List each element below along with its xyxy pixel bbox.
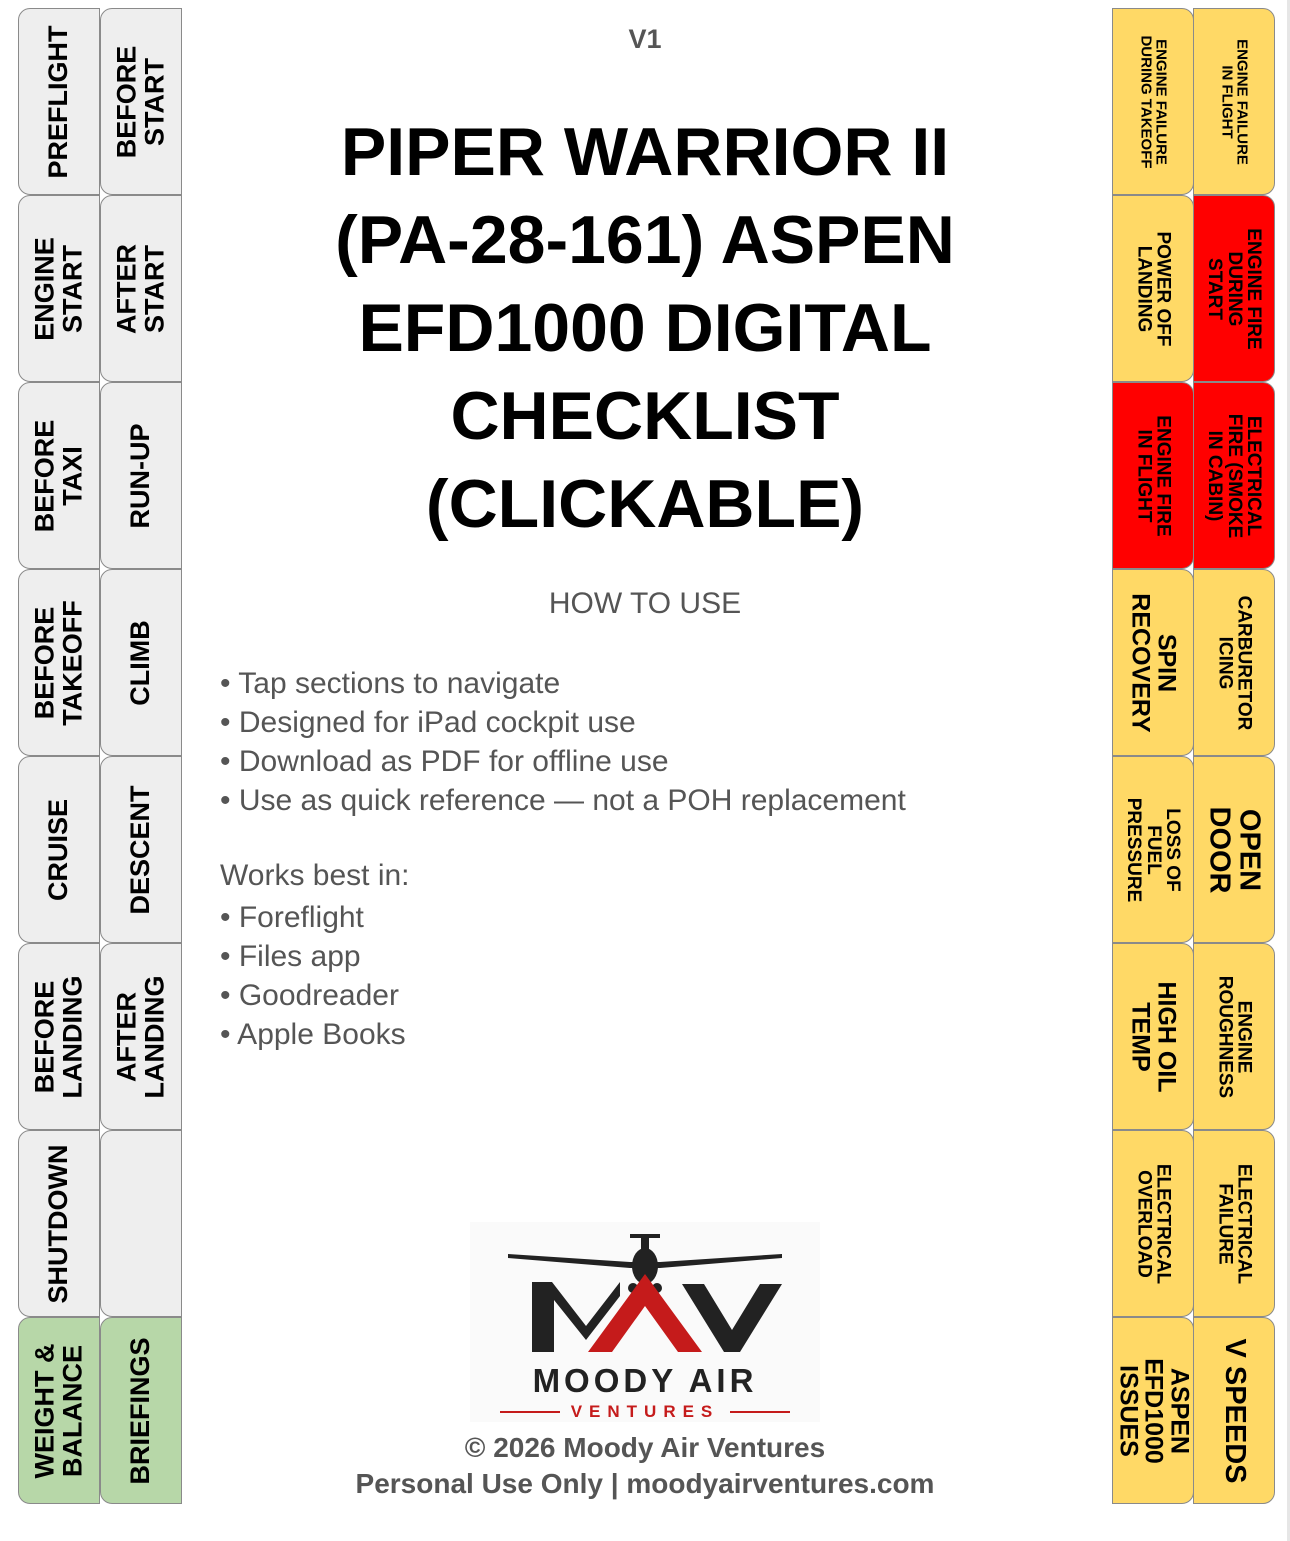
tab-label: ELECTRICAL FAILURE — [1214, 1163, 1255, 1284]
tab-label: HIGH OIL TEMP — [1127, 980, 1181, 1093]
tab-label: SHUTDOWN — [43, 1144, 74, 1303]
tab-before-taxi[interactable] — [18, 382, 100, 569]
version-label: V1 — [628, 24, 662, 54]
page-title: PIPER WARRIOR II (PA-28-161) ASPEN EFD1000 DIGITAL CHECKLIST (CLICKABLE) — [335, 114, 955, 542]
how-to-use-heading: HOW TO USE — [548, 587, 742, 620]
tab-label: ENGINE ROUGHNESS — [1214, 975, 1255, 1098]
moody-air-ventures-logo — [470, 1222, 820, 1422]
tab-label: AFTER LANDING — [111, 975, 169, 1098]
list-item: • Tap sections to navigate — [220, 667, 561, 700]
tab-label: ELECTRICAL OVERLOAD — [1133, 1163, 1174, 1284]
list-item: • Designed for iPad cockpit use — [220, 706, 636, 739]
tab-aspen-efd1000-issues[interactable] — [1112, 1317, 1194, 1504]
tab-label: CLIMB — [125, 619, 156, 706]
tab-blank[interactable] — [100, 1130, 182, 1317]
apps-list — [220, 898, 406, 1054]
tab-v-speeds[interactable] — [1193, 1317, 1275, 1504]
tab-briefings[interactable] — [100, 1317, 182, 1504]
tab-shutdown[interactable] — [18, 1130, 100, 1317]
logo-rule-right — [730, 1411, 790, 1413]
tab-label: ENGINE FAILURE DURING TAKEOFF — [1137, 34, 1170, 169]
tab-before-landing[interactable] — [18, 943, 100, 1130]
tab-label: ENGINE FIRE IN FLIGHT — [1133, 414, 1174, 537]
tab-descent[interactable] — [100, 756, 182, 943]
tab-label: ENGINE FAILURE IN FLIGHT — [1218, 38, 1251, 165]
tab-label: BEFORE TAXI — [29, 419, 87, 532]
tab-engine-fire-during-start[interactable] — [1193, 195, 1275, 382]
tab-carburetor-icing[interactable] — [1193, 569, 1275, 756]
footer-text: Personal Use Only | moodyairventures.com — [355, 1468, 935, 1499]
tab-engine-start[interactable] — [18, 195, 100, 382]
airplane-mav-logo-icon — [470, 1222, 820, 1362]
tab-electrical-failure[interactable] — [1193, 1130, 1275, 1317]
tab-climb[interactable] — [100, 569, 182, 756]
works-best-label: Works best in: — [220, 859, 410, 892]
tab-label: SPIN RECOVERY — [1127, 592, 1181, 733]
list-item: • Download as PDF for offline use — [220, 745, 669, 778]
tab-label: V SPEEDS — [1218, 1337, 1251, 1484]
tab-run-up[interactable] — [100, 382, 182, 569]
copyright-text: © 2026 Moody Air Ventures — [464, 1432, 826, 1463]
tab-high-oil-temp[interactable] — [1112, 943, 1194, 1130]
logo-brand-sub: VENTURES — [570, 1402, 720, 1421]
tab-engine-fire-in-flight[interactable] — [1112, 382, 1194, 569]
list-item: • Use as quick reference — not a POH replacement — [220, 784, 906, 817]
list-item: • Files app — [220, 940, 361, 973]
tab-label: BEFORE START — [111, 45, 169, 158]
tab-label: ENGINE FIRE DURING START — [1204, 227, 1265, 350]
tab-weight-balance[interactable] — [18, 1317, 100, 1504]
tab-label: CRUISE — [43, 798, 74, 901]
tab-label: OPEN DOOR — [1204, 806, 1266, 893]
tab-electrical-fire-smoke-in-cabin[interactable] — [1193, 382, 1275, 569]
tab-label: ELECTRICAL FIRE (SMOKE IN CABIN) — [1204, 413, 1265, 538]
tab-label: POWER OFF LANDING — [1133, 230, 1174, 347]
list-item: • Goodreader — [220, 979, 399, 1012]
tab-label: RUN-UP — [125, 423, 156, 528]
tab-label: BRIEFINGS — [125, 1336, 156, 1485]
tab-label: BEFORE TAKEOFF — [29, 599, 87, 726]
tab-label: AFTER START — [111, 243, 169, 334]
tab-label: LOSS OF FUEL PRESSURE — [1123, 797, 1184, 902]
tab-label: ASPEN EFD1000 ISSUES — [1114, 1357, 1194, 1464]
tab-label: DESCENT — [125, 784, 156, 915]
tab-electrical-overload[interactable] — [1112, 1130, 1194, 1317]
tab-power-off-landing[interactable] — [1112, 195, 1194, 382]
tab-label: BEFORE LANDING — [29, 975, 87, 1098]
tab-cruise[interactable] — [18, 756, 100, 943]
tab-spin-recovery[interactable] — [1112, 569, 1194, 756]
how-to-use-list — [220, 664, 906, 820]
tab-after-landing[interactable] — [100, 943, 182, 1130]
tab-label: CARBURETOR ICING — [1214, 595, 1255, 730]
list-item: • Foreflight — [220, 901, 364, 934]
logo-brand-name: MOODY AIR — [532, 1362, 758, 1399]
tab-loss-of-fuel-pressure[interactable] — [1112, 756, 1194, 943]
tab-after-start[interactable] — [100, 195, 182, 382]
tab-before-takeoff[interactable] — [18, 569, 100, 756]
tab-label: PREFLIGHT — [43, 25, 74, 178]
tab-engine-roughness[interactable] — [1193, 943, 1275, 1130]
tab-label: WEIGHT & BALANCE — [29, 1343, 87, 1478]
tab-open-door[interactable] — [1193, 756, 1275, 943]
list-item: • Apple Books — [220, 1018, 406, 1051]
tab-label: ENGINE START — [29, 236, 87, 341]
